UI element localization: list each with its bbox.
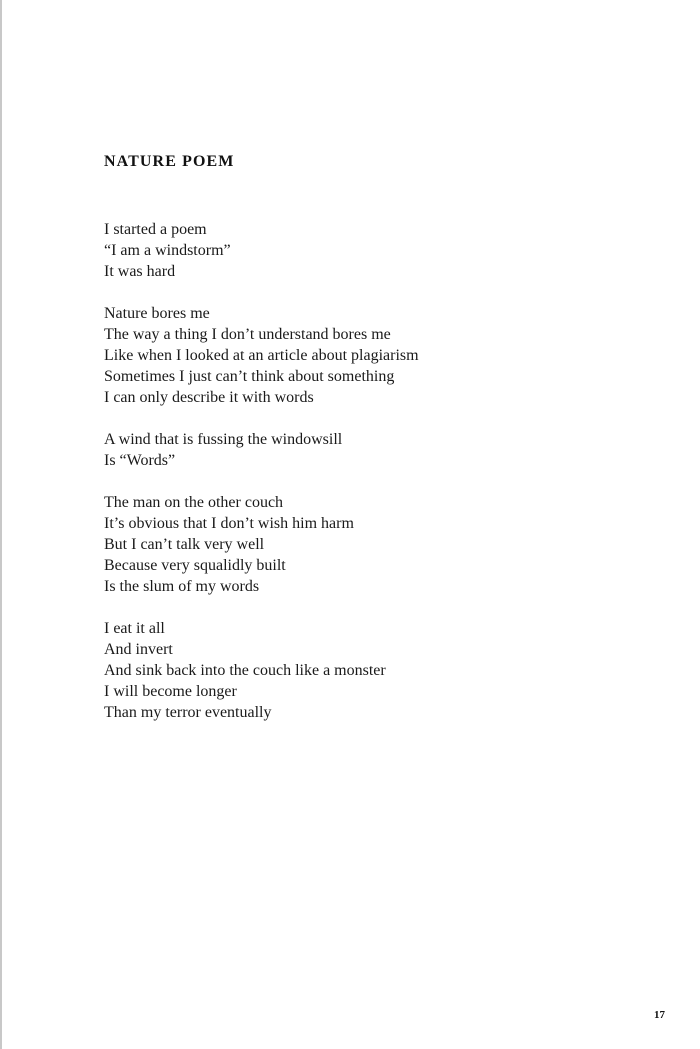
page-number: 17	[654, 1009, 665, 1021]
page-edge-rule	[0, 0, 2, 1049]
poem-body	[104, 219, 419, 744]
poem-line: I started a poem	[104, 221, 207, 238]
poem-line: It was hard	[104, 263, 176, 280]
poem-title: NATURE POEM	[104, 153, 235, 170]
poem-line: Is “Words”	[104, 452, 176, 469]
stanza-3	[104, 429, 419, 471]
poem-line: Nature bores me	[104, 305, 210, 322]
poem-line: And invert	[104, 641, 173, 658]
poem-line: The way a thing I don’t understand bores me	[104, 326, 391, 343]
poem-line: And sink back into the couch like a monster	[104, 662, 386, 679]
poem-line: I can only describe it with words	[104, 389, 314, 406]
poem-line: Sometimes I just can’t think about something	[104, 368, 395, 385]
poem-line: The man on the other couch	[104, 494, 284, 511]
poem-line: I will become longer	[104, 683, 237, 700]
stanza-4	[104, 492, 419, 597]
poem-line: But I can’t talk very well	[104, 536, 265, 553]
poem-line: Than my terror eventually	[104, 704, 272, 721]
poem-line: It’s obvious that I don’t wish him harm	[104, 515, 354, 532]
stanza-1	[104, 219, 419, 282]
poem-line: Because very squalidly built	[104, 557, 286, 574]
poem-line: Like when I looked at an article about plagiarism	[104, 347, 419, 364]
stanza-5	[104, 618, 419, 723]
poem-line: A wind that is fussing the windowsill	[104, 431, 343, 448]
poem-line: I eat it all	[104, 620, 165, 637]
poem-line: Is the slum of my words	[104, 578, 260, 595]
poem-line: “I am a windstorm”	[104, 242, 231, 259]
stanza-2	[104, 303, 419, 408]
